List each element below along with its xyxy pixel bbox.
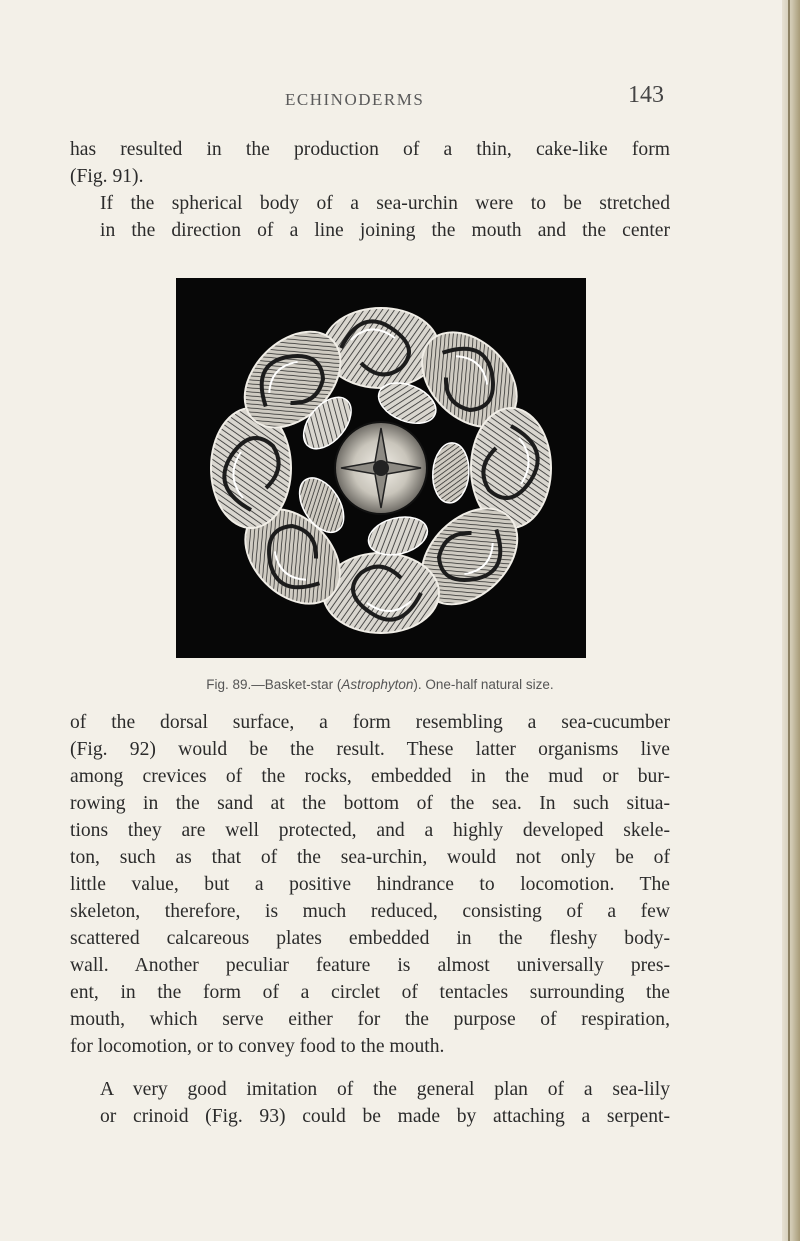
text-line: for locomotion, or to convey food to the mouth. bbox=[70, 1036, 445, 1057]
page-number: 143 bbox=[628, 82, 664, 108]
text-line: A very good imitation of the general plan of a sea-lily bbox=[100, 1079, 670, 1100]
text-line: (Fig. 92) would be the result. These latter organisms live bbox=[70, 739, 670, 760]
text-line: has resulted in the production of a thin, cake-like form bbox=[70, 139, 670, 160]
caption-species: Astrophyton bbox=[341, 677, 414, 692]
figure-caption bbox=[70, 677, 690, 692]
paragraph-4 bbox=[70, 1076, 670, 1130]
text-line: ent, in the form of a circlet of tentacles surrounding the bbox=[70, 982, 670, 1003]
caption-prefix: Fig. 89.—Basket-star ( bbox=[206, 677, 342, 692]
paragraph-2 bbox=[70, 190, 670, 244]
text-line: rowing in the sand at the bottom of the sea. In such situa- bbox=[70, 793, 670, 814]
text-line: (Fig. 91). bbox=[70, 166, 144, 187]
text-line: in the direction of a line joining the mouth and the center bbox=[100, 220, 670, 241]
text-line: scattered calcareous plates embedded in the fleshy body- bbox=[70, 928, 670, 949]
basket-star-engraving bbox=[176, 278, 586, 658]
basket-star-illustration bbox=[176, 278, 586, 658]
text-line: little value, but a positive hindrance to locomotion. The bbox=[70, 874, 670, 895]
text-line: If the spherical body of a sea-urchin were to be stretched bbox=[100, 193, 670, 214]
paragraph-1 bbox=[70, 136, 670, 190]
text-line: ton, such as that of the sea-urchin, would not only be of bbox=[70, 847, 670, 868]
text-line: or crinoid (Fig. 93) could be made by attaching a serpent- bbox=[100, 1106, 670, 1127]
running-head: ECHINODERMS bbox=[285, 90, 425, 109]
caption-suffix: ). One-half natural size. bbox=[413, 677, 554, 692]
text-line: tions they are well protected, and a highly developed skele- bbox=[70, 820, 670, 841]
paragraph-3 bbox=[70, 709, 670, 1060]
text-line: of the dorsal surface, a form resembling a sea-cucumber bbox=[70, 712, 670, 733]
text-line: wall. Another peculiar feature is almost universally pres- bbox=[70, 955, 670, 976]
page-edge-line bbox=[788, 0, 790, 1241]
text-line: skeleton, therefore, is much reduced, consisting of a few bbox=[70, 901, 670, 922]
page-header bbox=[0, 82, 760, 114]
text-line: mouth, which serve either for the purpose of respiration, bbox=[70, 1009, 670, 1030]
page-edge bbox=[782, 0, 800, 1241]
text-line: among crevices of the rocks, embedded in the mud or bur- bbox=[70, 766, 670, 787]
